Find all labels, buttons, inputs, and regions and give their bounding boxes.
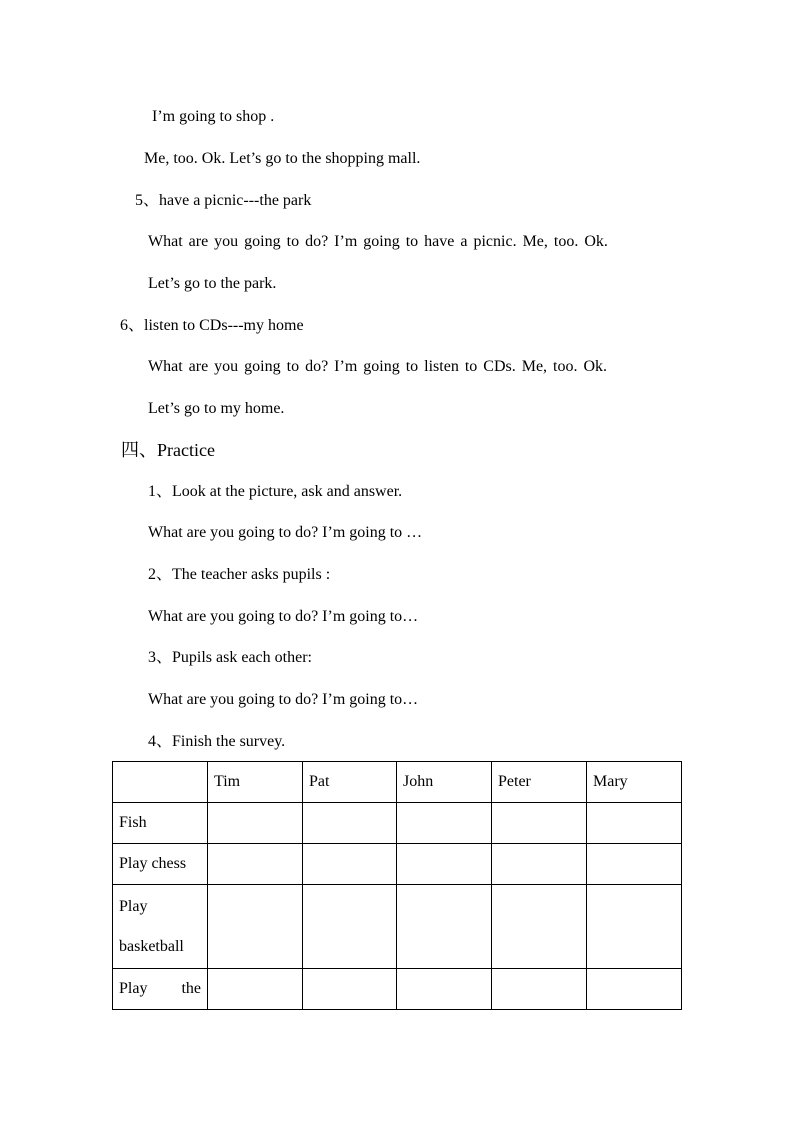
survey-cell[interactable] (303, 885, 397, 969)
table-row (113, 844, 682, 885)
row-label-word: the (181, 980, 201, 997)
survey-cell[interactable] (397, 885, 492, 969)
dialogue-line: Let’s go to the park. (148, 275, 277, 292)
survey-cell[interactable] (397, 803, 492, 844)
survey-cell[interactable] (492, 885, 587, 969)
survey-cell[interactable] (492, 844, 587, 885)
row-label (113, 969, 208, 1010)
survey-cell[interactable] (587, 969, 682, 1010)
dialogue-line: What are you going to do? I’m going to have a picnic. Me, too. Ok. (148, 233, 608, 250)
practice-line: What are you going to do? I’m going to… (148, 691, 419, 708)
table-row (113, 885, 682, 969)
survey-cell[interactable] (492, 969, 587, 1010)
row-label: Fish (113, 803, 208, 844)
survey-cell[interactable] (587, 844, 682, 885)
dialogue-line: What are you going to do? I’m going to listen to CDs. Me, too. Ok. (148, 358, 608, 375)
item-6-title: 6、listen to CDs---my home (120, 317, 304, 334)
header-cell: Peter (492, 762, 587, 803)
row-label (113, 885, 208, 969)
survey-cell[interactable] (397, 969, 492, 1010)
survey-cell[interactable] (303, 844, 397, 885)
header-cell: John (397, 762, 492, 803)
practice-item-1: 1、Look at the picture, ask and answer. (148, 483, 403, 500)
practice-item-2: 2、The teacher asks pupils : (148, 566, 331, 583)
dialogue-line: Let’s go to my home. (148, 400, 285, 417)
survey-table (112, 761, 682, 1010)
table-header-row (113, 762, 682, 803)
table-row (113, 969, 682, 1010)
item-5-title: 5、have a picnic---the park (135, 192, 312, 209)
survey-cell[interactable] (303, 803, 397, 844)
survey-cell[interactable] (397, 844, 492, 885)
practice-item-4: 4、Finish the survey. (148, 733, 286, 750)
survey-cell[interactable] (492, 803, 587, 844)
survey-cell[interactable] (303, 969, 397, 1010)
survey-cell[interactable] (208, 969, 303, 1010)
row-label-line: basketball (119, 937, 184, 955)
row-label-line: Play (119, 897, 148, 915)
survey-cell[interactable] (587, 803, 682, 844)
practice-item-3: 3、Pupils ask each other: (148, 649, 312, 666)
dialogue-line: I’m going to shop . (152, 108, 275, 125)
row-label: Play chess (113, 844, 208, 885)
dialogue-line: Me, too. Ok. Let’s go to the shopping mall. (144, 150, 421, 167)
section-heading: 四、Practice (121, 440, 215, 460)
header-cell: Tim (208, 762, 303, 803)
practice-line: What are you going to do? I’m going to… (148, 608, 419, 625)
header-cell (113, 762, 208, 803)
practice-line: What are you going to do? I’m going to … (148, 524, 423, 541)
row-label-word: Play (119, 980, 148, 997)
survey-cell[interactable] (208, 885, 303, 969)
survey-cell[interactable] (587, 885, 682, 969)
survey-cell[interactable] (208, 844, 303, 885)
table-row (113, 803, 682, 844)
header-cell: Mary (587, 762, 682, 803)
survey-cell[interactable] (208, 803, 303, 844)
header-cell: Pat (303, 762, 397, 803)
